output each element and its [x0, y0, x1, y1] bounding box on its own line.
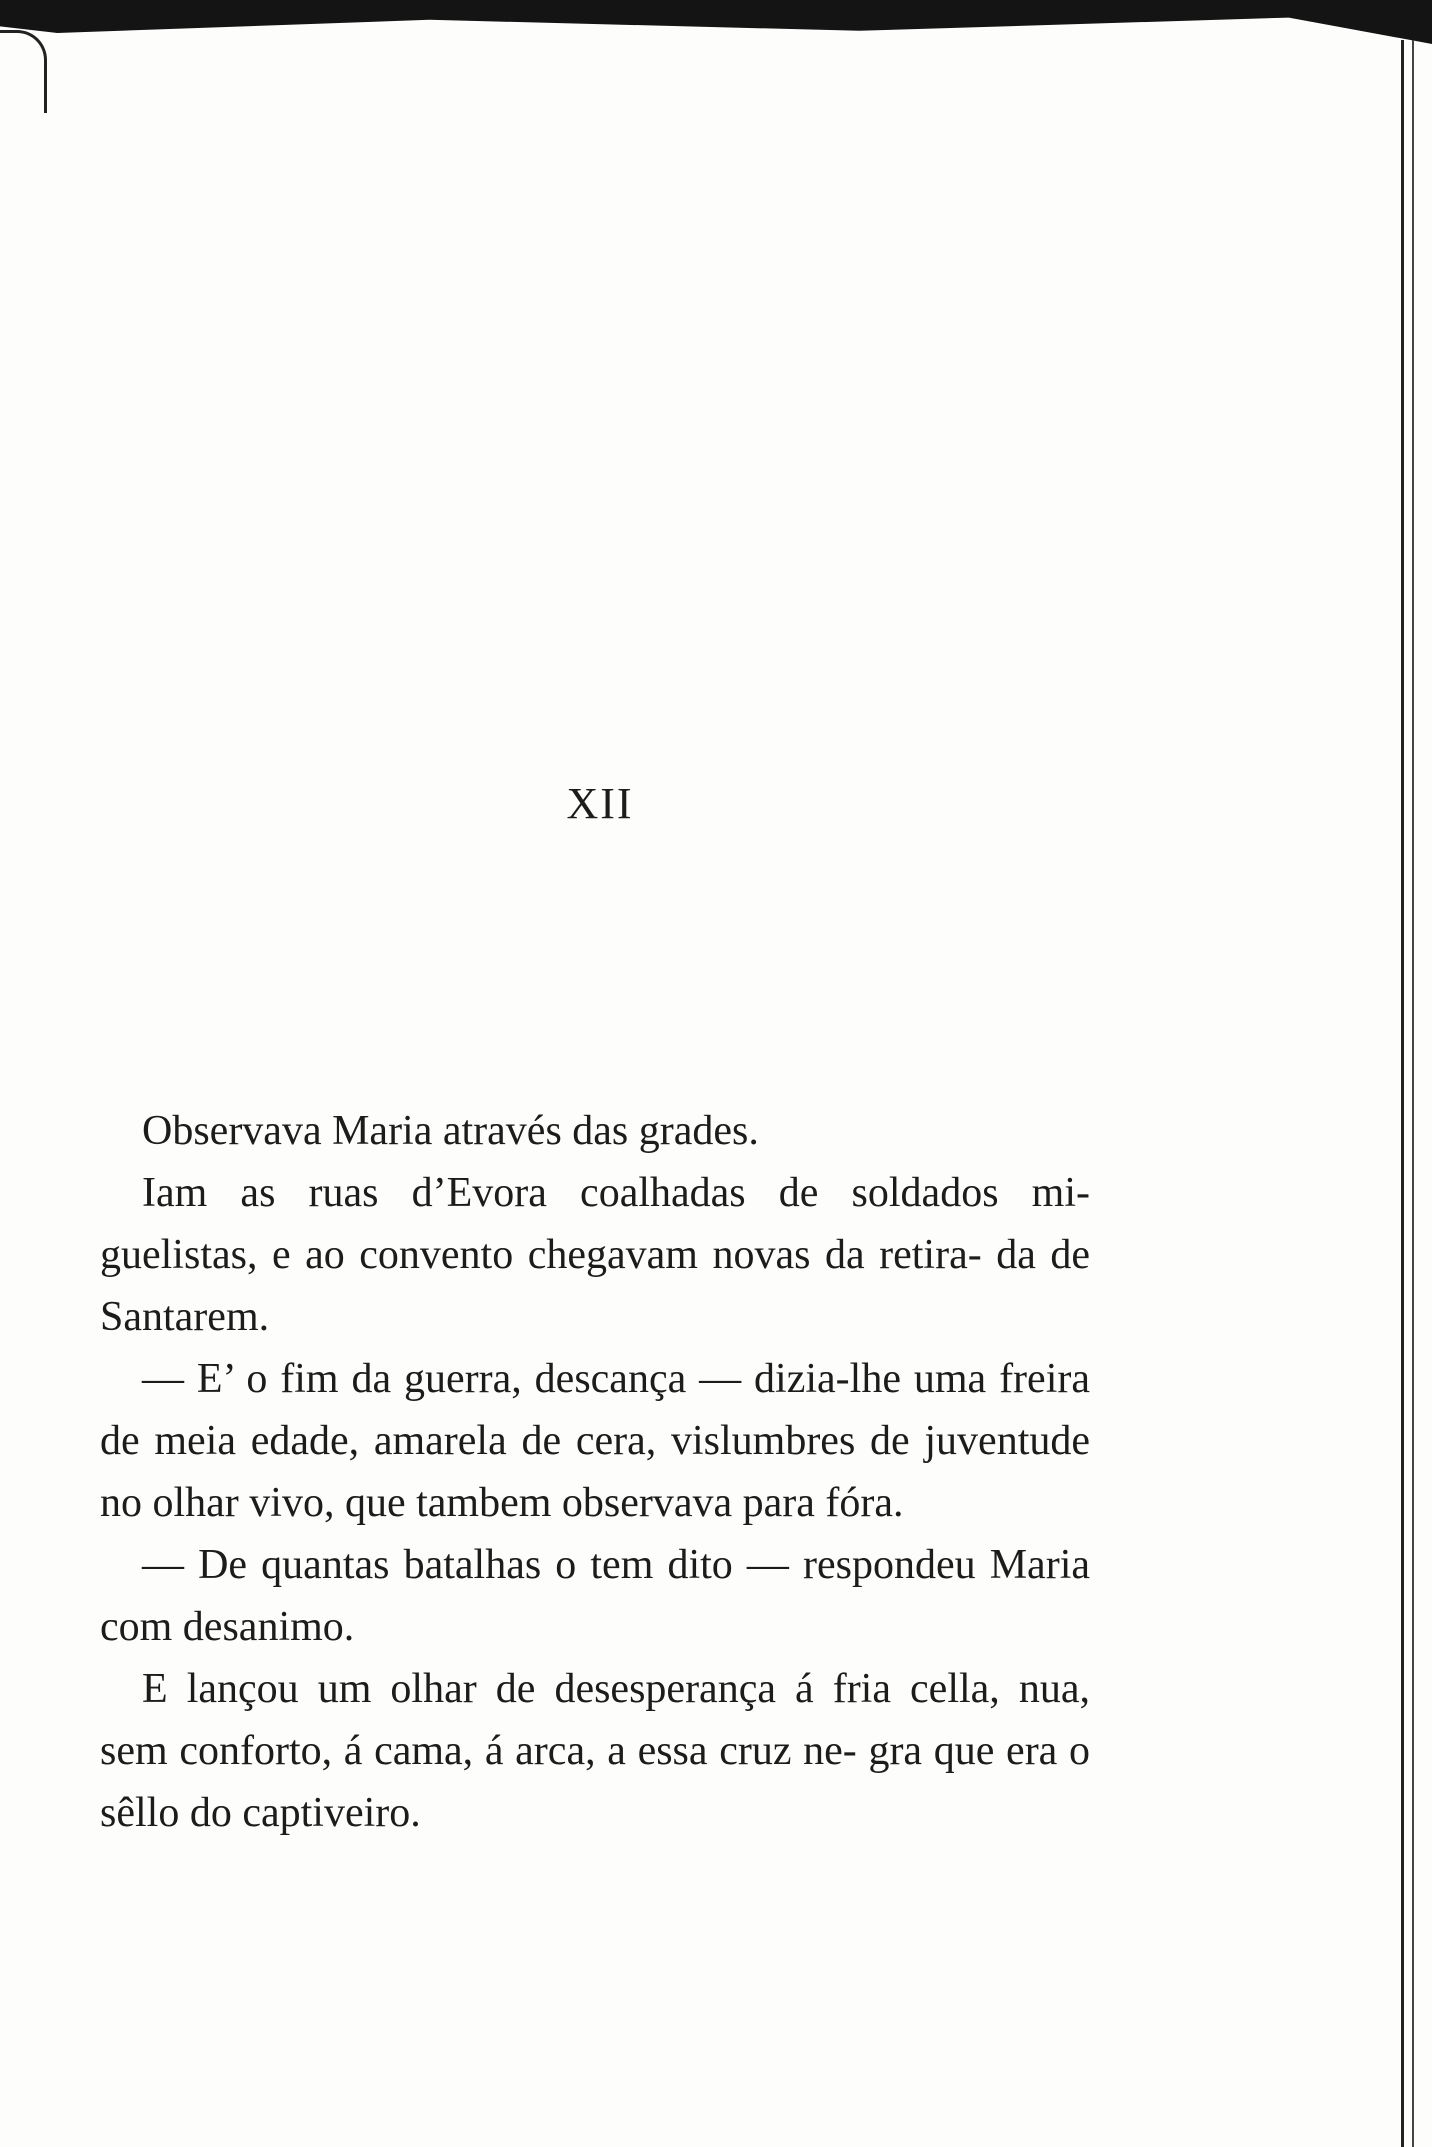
chapter-heading: XII: [566, 779, 634, 828]
page-corner-curl: [0, 30, 47, 113]
paragraph: — De quantas batalhas o tem dito — respondeu Maria com desanimo.: [100, 1542, 1090, 1650]
paragraph: Iam as ruas d’Evora coalhadas de soldados mi- guelistas, e ao convento chegavam novas da retira- da de Santarem.: [100, 1170, 1090, 1340]
paragraph: Observava Maria através das grades.: [142, 1108, 759, 1154]
right-page-edge: [1412, 40, 1414, 2147]
paragraph: E lançou um olhar de desesperança á fria cella, nua, sem conforto, á cama, á arca, a essa cruz ne- gra que era o sêllo do captiveiro.: [100, 1666, 1090, 1836]
chapter-body: [100, 1100, 1090, 1844]
right-page-border: [1401, 40, 1404, 2147]
paragraph: — E’ o fim da guerra, descança — dizia-lhe uma freira de meia edade, amarela de cera, vislumbres de juventude no olhar vivo, que tambem observava para fóra.: [100, 1356, 1090, 1526]
top-page-border: [0, 0, 1432, 44]
